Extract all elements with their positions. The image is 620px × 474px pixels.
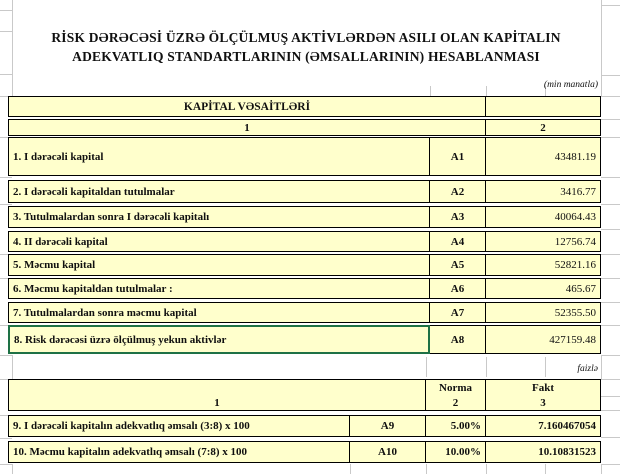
row-norma-cell[interactable]: 5.00% <box>426 415 486 437</box>
table-row <box>8 254 601 276</box>
gridline <box>601 254 620 255</box>
report-title-line2: ADEKVATLIQ STANDARTLARININ (ƏMSALLARININ) HESABLANMASI <box>72 49 540 64</box>
gridline <box>426 464 427 474</box>
table-row <box>8 137 601 176</box>
ratio-table-header-row <box>8 379 601 397</box>
gridline <box>601 137 620 138</box>
gridline <box>601 464 602 474</box>
gridline <box>601 410 620 411</box>
gridline <box>0 355 12 356</box>
gridline <box>545 357 546 377</box>
row-value-cell[interactable]: 427159.48 <box>486 325 601 354</box>
gridline <box>12 355 13 379</box>
table-row <box>8 206 601 228</box>
row-fakt-cell[interactable]: 7.160467054 <box>486 415 601 437</box>
row-value-cell[interactable]: 3416.77 <box>486 180 601 203</box>
row-label-cell[interactable]: 2. I dərəcəli kapitaldan tutulmalar <box>8 180 430 203</box>
gridline <box>12 464 13 474</box>
gridline <box>601 302 620 303</box>
gridline <box>601 437 620 438</box>
table-row <box>8 302 601 323</box>
row-code-cell[interactable]: A6 <box>430 278 486 299</box>
row-code-cell[interactable]: A5 <box>430 254 486 276</box>
capital-table-title-cell[interactable]: KAPİTAL VƏSAİTLƏRİ <box>8 96 486 117</box>
row-code-cell[interactable]: A7 <box>430 302 486 323</box>
gridline <box>426 357 427 377</box>
capital-table-colnum-row <box>8 119 601 136</box>
row-code-cell[interactable]: A2 <box>430 180 486 203</box>
colnum-value-cell[interactable]: 2 <box>486 119 601 136</box>
row-fakt-cell[interactable]: 10.10831523 <box>486 441 601 463</box>
selected-cell[interactable]: 8. Risk dərəcəsi üzrə ölçülmuş yekun aktivlər <box>8 325 430 354</box>
table-row <box>8 325 601 354</box>
row-code-cell[interactable]: A4 <box>430 231 486 252</box>
row-value-cell[interactable]: 52355.50 <box>486 302 601 323</box>
row-value-cell[interactable]: 52821.16 <box>486 254 601 276</box>
gridline <box>601 355 620 356</box>
ratio-table-colnum-row <box>8 396 601 411</box>
table-row <box>8 441 601 463</box>
row-value-cell[interactable]: 12756.74 <box>486 231 601 252</box>
row-label-cell[interactable]: 10. Məcmu kapitalın adekvatlıq əmsalı (7:8) x 100 <box>8 441 350 463</box>
gridline <box>601 204 620 205</box>
gridline <box>601 96 620 97</box>
gridline <box>486 464 487 474</box>
colnum-label-cell[interactable]: 1 <box>8 119 486 136</box>
gridline <box>601 278 620 279</box>
row-label-cell[interactable]: 3. Tutulmalardan sonra I dərəcəli kapitalı <box>8 206 430 228</box>
capital-table-header-empty-cell[interactable] <box>486 96 601 117</box>
fakt-header-cell[interactable]: Fakt <box>486 379 601 397</box>
capital-table-header-row <box>8 96 601 117</box>
gridline <box>601 325 620 326</box>
gridline <box>601 177 620 178</box>
gridline <box>0 74 12 75</box>
row-label-cell[interactable]: 4. II dərəcəli kapital <box>8 231 430 252</box>
colnum-label-cell[interactable]: 1 <box>8 396 426 411</box>
row-code-cell[interactable]: A9 <box>350 415 426 437</box>
ratio-header-empty-cell[interactable] <box>8 379 426 397</box>
colnum-fakt-cell[interactable]: 3 <box>486 396 601 411</box>
report-title <box>12 28 600 66</box>
gridline <box>486 86 487 96</box>
colnum-norma-cell[interactable]: 2 <box>426 396 486 411</box>
gridline <box>601 355 602 379</box>
table-row <box>8 180 601 203</box>
row-label-cell[interactable]: 7. Tutulmalardan sonra məcmu kapital <box>8 302 430 323</box>
row-value-cell[interactable]: 465.67 <box>486 278 601 299</box>
gridline <box>601 119 620 120</box>
row-norma-cell[interactable]: 10.00% <box>426 441 486 463</box>
gridline <box>601 0 602 96</box>
row-value-cell[interactable]: 40064.43 <box>486 206 601 228</box>
gridline <box>0 438 12 439</box>
gridline <box>601 379 620 380</box>
gridline <box>601 396 620 397</box>
row-code-cell[interactable]: A8 <box>430 325 486 354</box>
report-title-line1: RİSK DƏRƏCƏSİ ÜZRƏ ÖLÇÜLMUŞ AKTİVLƏRDƏN ASILI OLAN KAPİTALIN <box>51 30 561 45</box>
row-code-cell[interactable]: A10 <box>350 441 426 463</box>
row-label-cell[interactable]: 5. Məcmu kapital <box>8 254 430 276</box>
gridline <box>601 229 620 230</box>
gridline <box>601 464 620 465</box>
gridline <box>350 464 351 474</box>
gridline <box>486 357 487 377</box>
row-value-cell[interactable]: 43481.19 <box>486 137 601 176</box>
unit-note: (min manatla) <box>543 80 598 90</box>
table-row <box>8 231 601 252</box>
gridline <box>601 75 620 76</box>
row-label-cell[interactable]: 1. I dərəcəli kapital <box>8 137 430 176</box>
gridline <box>0 177 12 178</box>
percent-note: faizlə <box>577 364 598 374</box>
row-label-cell[interactable]: 6. Məcmu kapitaldan tutulmalar : <box>8 278 430 299</box>
gridline <box>0 464 12 465</box>
gridline <box>601 5 620 6</box>
gridline <box>0 204 12 205</box>
gridline <box>0 31 12 32</box>
gridline <box>0 10 12 11</box>
row-code-cell[interactable]: A3 <box>430 206 486 228</box>
table-row <box>8 415 601 437</box>
gridline <box>430 86 431 96</box>
row-label-cell[interactable]: 9. I dərəcəli kapitalın adekvatlıq əmsalı (3:8) x 100 <box>8 415 350 437</box>
table-row <box>8 278 601 299</box>
gridline <box>545 464 546 474</box>
row-code-cell[interactable]: A1 <box>430 137 486 176</box>
norma-header-cell[interactable]: Norma <box>426 379 486 397</box>
